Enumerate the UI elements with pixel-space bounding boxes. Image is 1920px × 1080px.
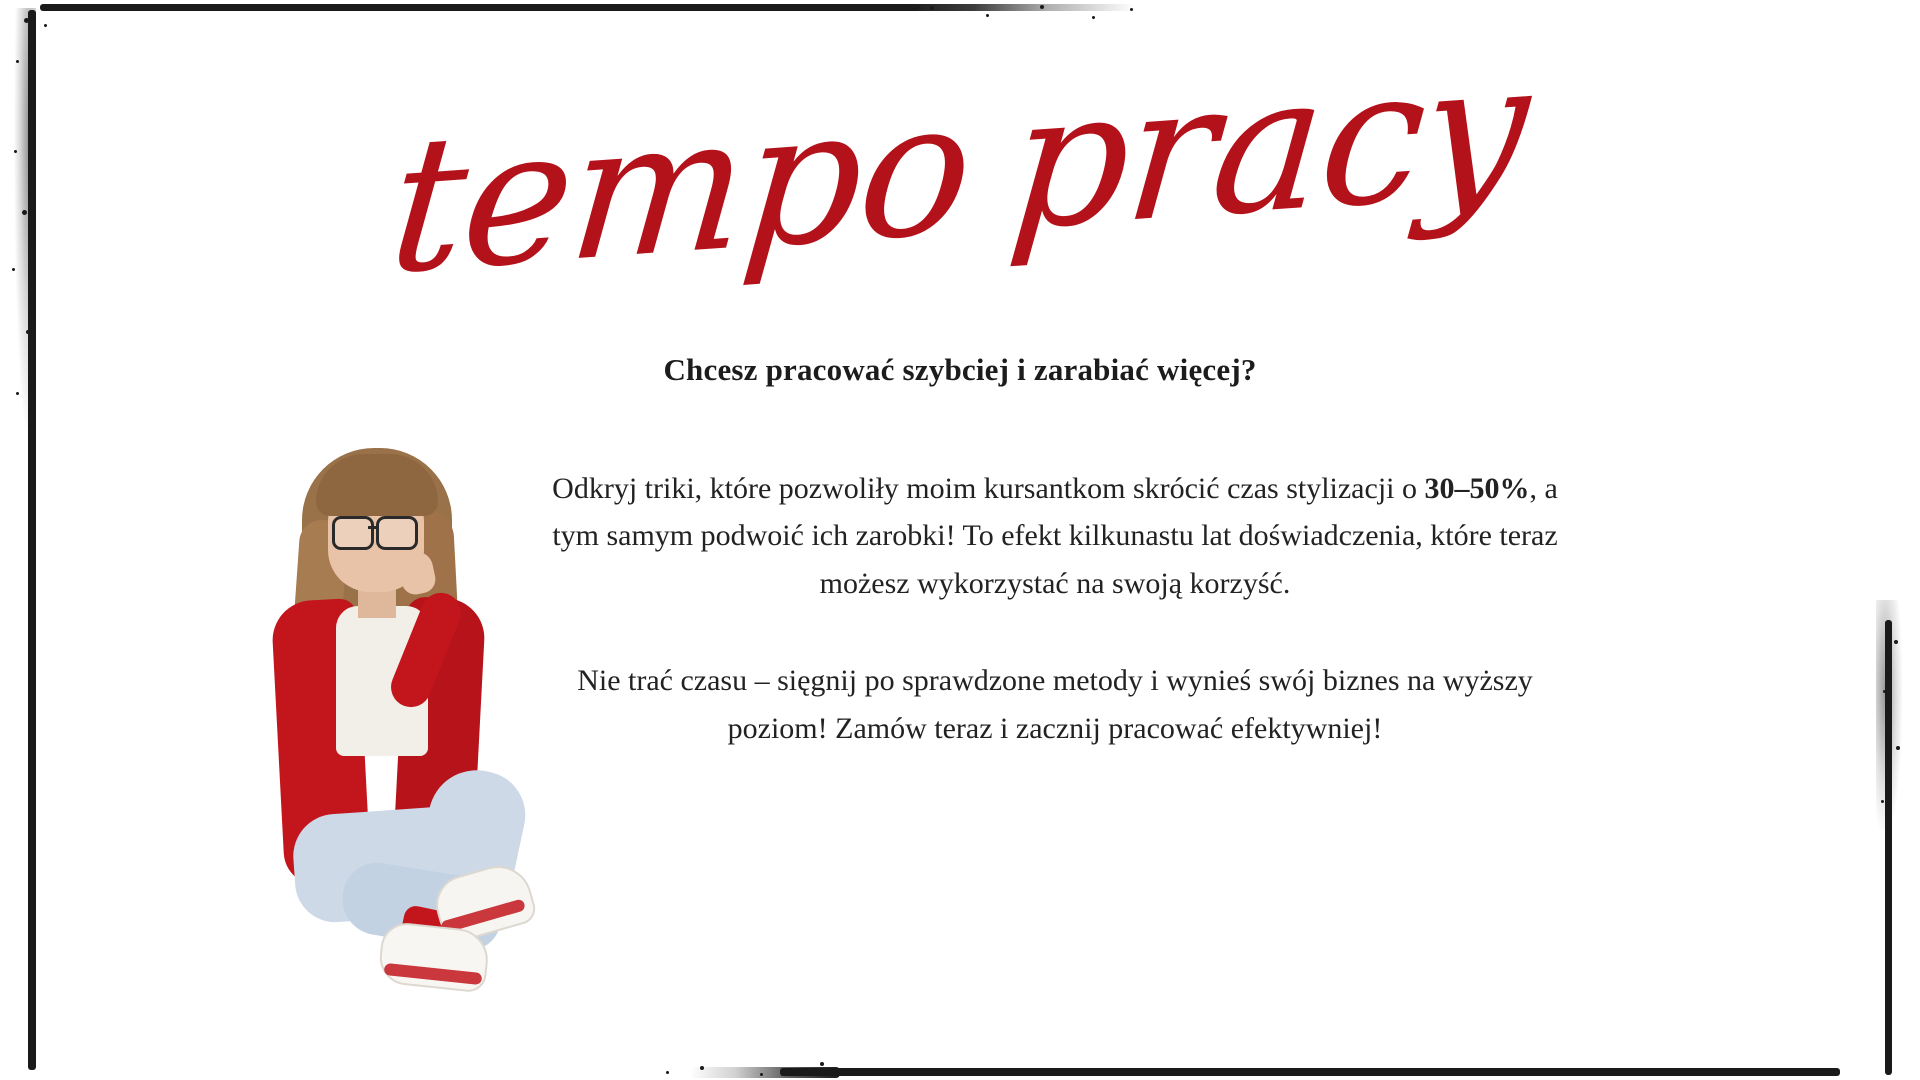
subheading: Chcesz pracować szybciej i zarabiać więcej? xyxy=(663,352,1257,387)
body-copy xyxy=(540,465,1570,752)
paragraph-one-after: , a tym samym podwoić ich zarobki! To efekt kilkunastu lat doświadczenia, które teraz możesz wykorzystać na swoją korzyść. xyxy=(552,472,1558,600)
paragraph-one-highlight: 30–50% xyxy=(1424,472,1530,505)
photo-glasses-right-lens xyxy=(376,516,418,550)
woman-sitting-photo xyxy=(250,440,580,940)
ink-border-top-fade xyxy=(905,4,1135,11)
ink-border-top xyxy=(40,4,920,11)
paragraph-two xyxy=(540,657,1570,752)
headline-word-two: pracy xyxy=(1001,18,1535,273)
paragraph-one-before: Odkryj triki, które pozwoliły moim kursantkom skrócić czas stylizacji o xyxy=(552,472,1425,505)
ink-border-right-speckle xyxy=(1876,600,1902,830)
page-title xyxy=(382,0,1537,316)
ink-border-bottom-fade xyxy=(690,1067,840,1078)
paragraph-two-text: Nie trać czasu – sięgnij po sprawdzone metody i wynieś swój biznes na wyższy poziom! Zamów teraz i zacznij pracować efektywniej! xyxy=(577,664,1533,745)
ink-border-right xyxy=(1885,620,1892,1075)
headline-word-one: tempo xyxy=(382,57,979,316)
photo-glasses-left-lens xyxy=(332,516,374,550)
photo-glasses-bridge xyxy=(368,526,378,529)
paragraph-one xyxy=(540,465,1570,607)
ink-border-bottom xyxy=(780,1068,1840,1076)
headline-block xyxy=(0,18,1920,330)
